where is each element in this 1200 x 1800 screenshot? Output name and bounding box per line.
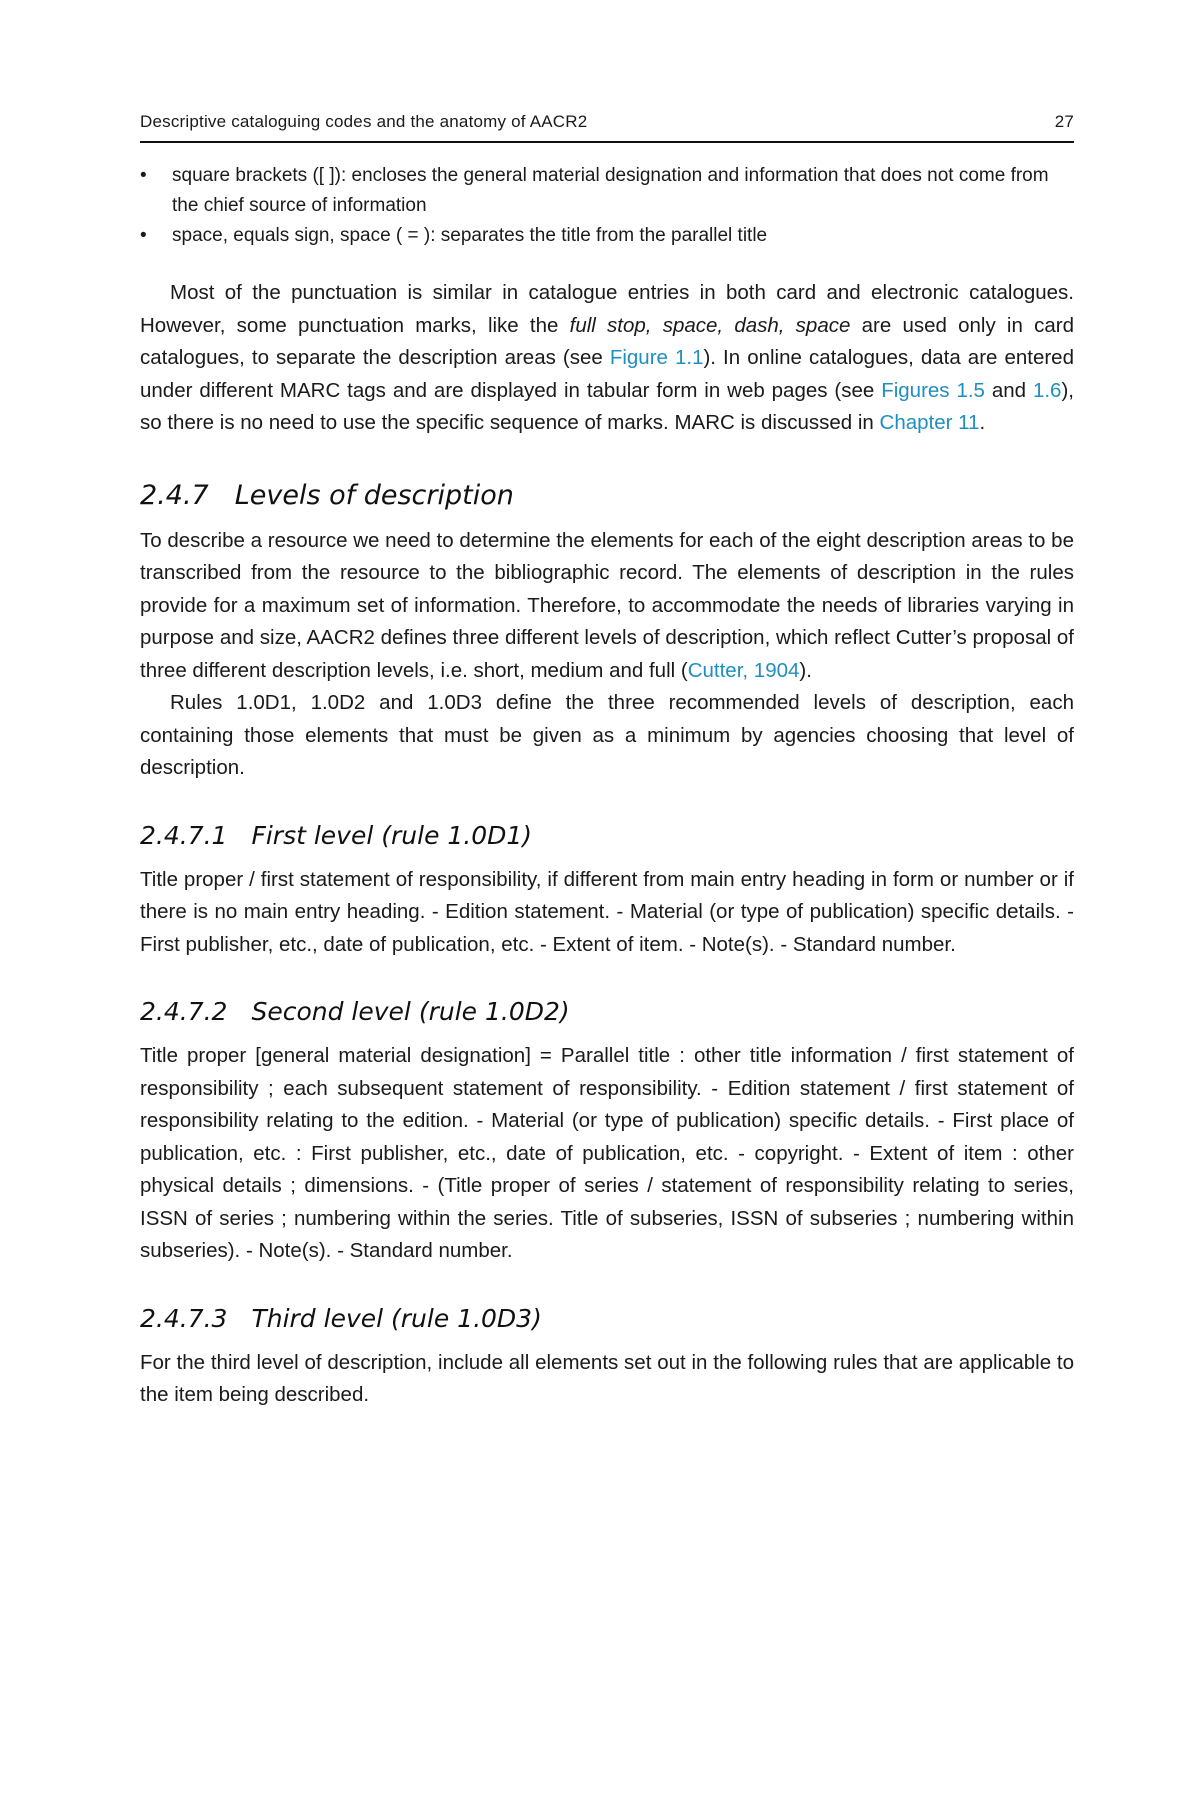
subsection-heading-third-level [140,1304,1074,1333]
bullet-icon: • [140,165,147,186]
subsection-title: Third level (rule 1.0D3) [251,1303,542,1333]
chapter-11-link[interactable]: Chapter 11 [879,411,980,434]
bullet-text: square brackets ([ ]): encloses the general material designation and information that does not come from the chief source of information [172,165,1049,216]
levels-paragraph [140,525,1074,688]
first-level-paragraph: Title proper / first statement of responsibility, if different from main entry heading in form or number or if there is no main entry heading. - Edition statement. - Material (or type of publication) specific details. - First publisher, etc., date of publication, etc. - Extent of item. - Note(s). - Standard number. [140,867,1074,956]
subsection-number: 2.4.7.2 [140,997,228,1026]
section-number: 2.4.7 [140,479,209,511]
paragraph-text: Most of the punctuation is similar in catalogue entries in both card and electronic catalogues. However, some punctuation marks, like the [140,281,1074,337]
bullet-icon: • [140,225,147,246]
book-page [140,112,1074,1412]
emphasis-text: full stop, space, dash, space [569,313,851,337]
subsection-title: First level (rule 1.0D1) [251,820,533,850]
bullet-text: space, equals sign, space ( = ): separates the title from the parallel title [172,225,768,246]
figure-1-6-link[interactable]: 1.6 [1032,378,1062,402]
section-heading-levels-of-description [140,480,1074,511]
list-item [140,221,1074,251]
subsection-title: Second level (rule 1.0D2) [251,997,570,1026]
subsection-number: 2.4.7.3 [140,1303,228,1333]
paragraph-text: and [984,378,1033,402]
subsection-number: 2.4.7.1 [140,820,228,850]
section-title: Levels of description [234,479,514,511]
subsection-heading-second-level [140,997,1074,1026]
paragraph-text: are used only in card catalogues, to separate the description areas (see [140,313,1074,369]
paragraph-text: ). In online catalogues, data are entered under different MARC tags and are displayed in tabular form in web pages (see [140,346,1074,402]
figures-1-5-link[interactable]: Figures 1.5 [881,378,985,402]
page-number: 27 [1054,112,1074,131]
list-item [140,161,1074,221]
third-level-paragraph: For the third level of description, include all elements set out in the following rules that are applicable to the item being described. [140,1350,1074,1406]
cutter-1904-link[interactable]: Cutter, 1904 [687,658,800,682]
paragraph-text: ). [799,658,812,682]
second-level-paragraph: Title proper [general material designation] = Parallel title : other title information / first statement of responsibility ; each subsequent statement of responsibility. - Edition statement / first statement of responsibility relating to the edition. - Material (or type of publication) specific details. - First place of publication, etc. : First publisher, etc., date of publication, etc. - copyright. - Extent of item : other physical details ; dimensions. - (Title proper of series / statement of responsibility relating to series, ISSN of series ; numbering within the series. Title of subseries, ISSN of subseries ; numbering within subseries). - Note(s). - Standard number. [140,1044,1074,1262]
punctuation-bullet-list [140,161,1074,251]
running-header [140,112,1074,143]
punctuation-paragraph [140,277,1074,440]
paragraph-text: To describe a resource we need to determine the elements for each of the eight description areas to be transcribed from the resource to the bibliographic record. The elements of description in the rules provide for a maximum set of information. Therefore, to accommodate the needs of libraries varying in purpose and size, AACR2 defines three different levels of description, which reflect Cutter’s proposal of three different description levels, i.e. short, medium and full ( [140,528,1074,682]
running-title: Descriptive cataloguing codes and the anatomy of AACR2 [140,112,588,131]
paragraph-text: . [979,411,986,434]
paragraph-text: ), so there is no need to use the specific sequence of marks. MARC is discussed in [140,378,1074,434]
subsection-heading-first-level [140,821,1074,850]
figure-1-1-link[interactable]: Figure 1.1 [609,346,704,369]
rules-paragraph: Rules 1.0D1, 1.0D2 and 1.0D3 define the three recommended levels of description, each containing those elements that must be given as a minimum by agencies choosing that level of description. [140,691,1074,779]
